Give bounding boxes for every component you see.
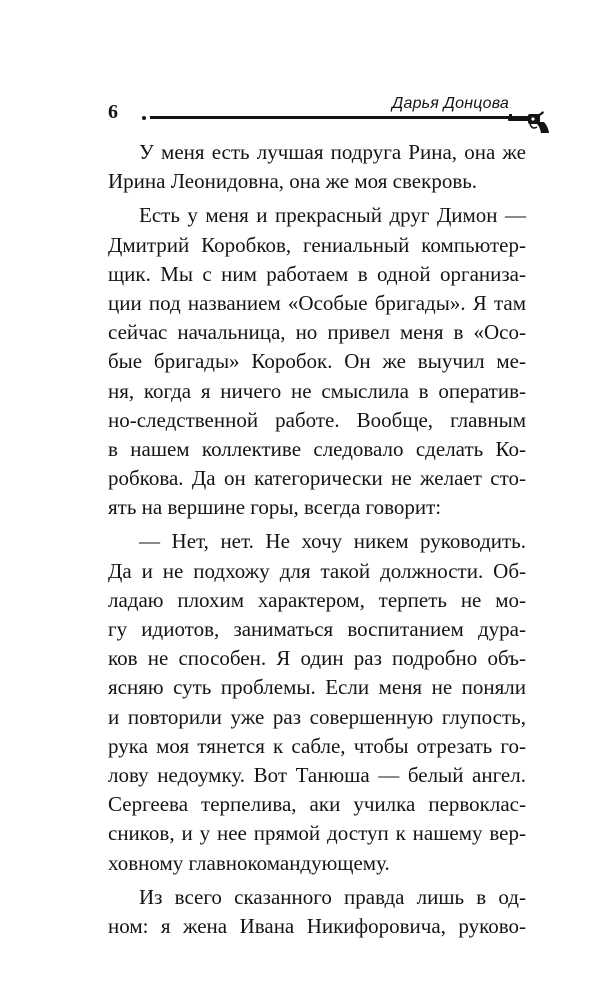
- text-line: бые бригады» Коробок. Он же выучил ме-: [108, 349, 526, 374]
- text-line: в нашем коллективе следовало сделать Ко-: [108, 436, 526, 461]
- text-line: робкова. Да он категорически не желает сто-: [108, 466, 526, 491]
- text-line: лову недоумку. Вот Танюша — белый ангел.: [108, 762, 526, 787]
- text-line: Из всего сказанного правда лишь в од-: [139, 884, 526, 909]
- text-line: Да и не подхожу для такой должности. Об-: [108, 558, 526, 583]
- text-line: Ирина Леонидовна, она же моя свекровь.: [108, 169, 478, 194]
- text-line: но-следственной работе. Вообще, главным: [108, 407, 526, 432]
- paragraph: [108, 883, 526, 941]
- text-line: гу идиотов, заниматься воспитанием дура-: [108, 617, 526, 641]
- page-number: 6: [108, 101, 118, 123]
- text-line: ладаю плохим характером, терпеть не мо-: [108, 587, 526, 612]
- paragraph: [108, 201, 526, 522]
- running-header-author: Дарья Донцова: [392, 95, 509, 112]
- text-line: Есть у меня и прекрасный друг Димон —: [139, 203, 526, 228]
- text-line: ции под названием «Особые бригады». Я там: [108, 290, 526, 315]
- text-line: ков не способен. Я один раз подробно объ-: [108, 646, 526, 671]
- paragraph: [108, 138, 526, 196]
- text-line: и повторили уже раз совершенную глупость,: [108, 704, 526, 729]
- text-line: сейчас начальница, но привел меня в «Осо-: [108, 320, 526, 345]
- text-line: — Нет, нет. Не хочу никем руководить.: [139, 529, 526, 554]
- text-line: ня, когда я ничего не смыслила в оператив-: [108, 378, 526, 403]
- text-line: ном: я жена Ивана Никифоровича, руково-: [108, 913, 526, 938]
- header-dot: [142, 116, 146, 120]
- text-line: Сергеева терпелива, аки училка первоклас-: [108, 792, 526, 817]
- header-rule: [150, 116, 522, 119]
- text-line: ховному главнокомандующему.: [108, 850, 390, 875]
- text-line: рука моя тянется к сабле, чтобы отрезать го-: [108, 733, 526, 758]
- text-line: ять на вершине горы, всегда говорит:: [108, 495, 442, 520]
- revolver-icon: [508, 110, 550, 134]
- text-line: Дмитрий Коробков, гениальный компьютер-: [108, 232, 526, 257]
- text-line: щик. Мы с ним работаем в одной организа-: [108, 261, 526, 286]
- text-line: У меня есть лучшая подруга Рина, она же: [139, 140, 526, 164]
- paragraph: [108, 527, 526, 877]
- text-line: ясняю суть проблемы. Если меня не поняли: [108, 675, 526, 700]
- body-text: [108, 138, 526, 941]
- text-line: сников, и у нее прямой доступ к нашему вер-: [108, 821, 526, 846]
